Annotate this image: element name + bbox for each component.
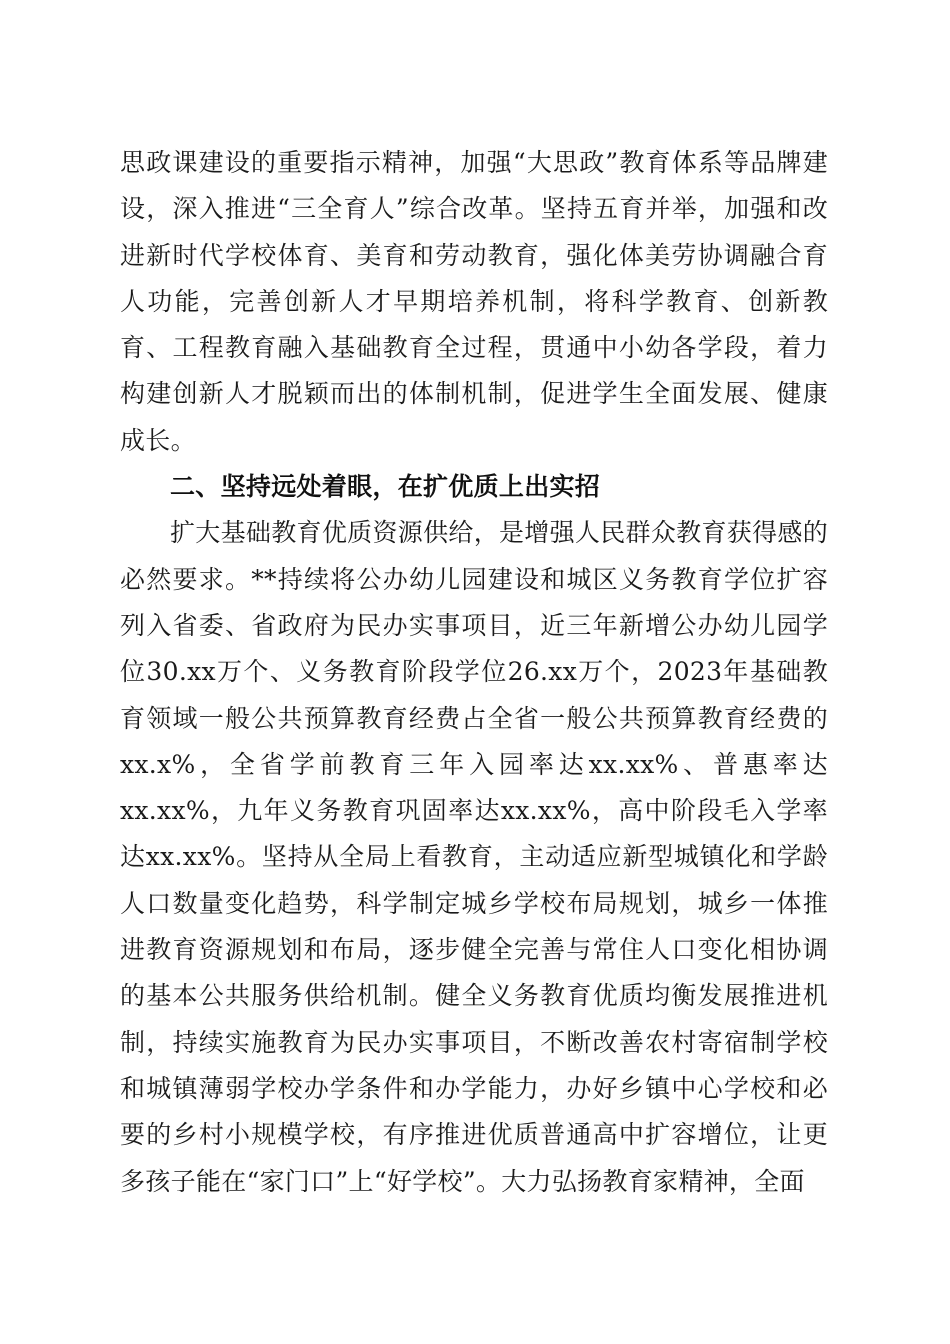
document-body xyxy=(120,140,828,1205)
paragraph-continuation: 思政课建设的重要指示精神，加强“大思政”教育体系等品牌建设，深入推进“三全育人”综合改革。坚持五育并举，加强和改进新时代学校体育、美育和劳动教育，强化体美劳协调融合育人功能，完善创新人才早期培养机制，将科学教育、创新教育、工程教育融入基础教育全过程，贯通中小幼各学段，着力构建创新人才脱颖而出的体制机制，促进学生全面发展、健康成长。 xyxy=(120,148,828,455)
section-heading: 二、坚持远处着眼，在扩优质上出实招 xyxy=(170,472,601,502)
paragraph-body: 扩大基础教育优质资源供给，是增强人民群众教育获得感的必然要求。**持续将公办幼儿园建设和城区义务教育学位扩容列入省委、省政府为民办实事项目，近三年新增公办幼儿园学位30.xx万个、义务教育阶段学位26.xx万个，2023年基础教育领域一般公共预算教育经费占全省一般公共预算教育经费的xx.x%，全省学前教育三年入园率达xx.xx%、普惠率达xx.xx%，九年义务教育巩固率达xx.xx%，高中阶段毛入学率达xx.xx%。坚持从全局上看教育，主动适应新型城镇化和学龄人口数量变化趋势，科学制定城乡学校布局规划，城乡一体推进教育资源规划和布局，逐步健全完善与常住人口变化相协调的基本公共服务供给机制。健全义务教育优质均衡发展推进机制，持续实施教育为民办实事项目，不断改善农村寄宿制学校和城镇薄弱学校办学条件和办学能力，办好乡镇中心学校和必要的乡村小规模学校，有序推进优质普通高中扩容增位，让更多孩子能在“家门口”上“好学校”。大力弘扬教育家精神，全面 xyxy=(120,518,828,1196)
